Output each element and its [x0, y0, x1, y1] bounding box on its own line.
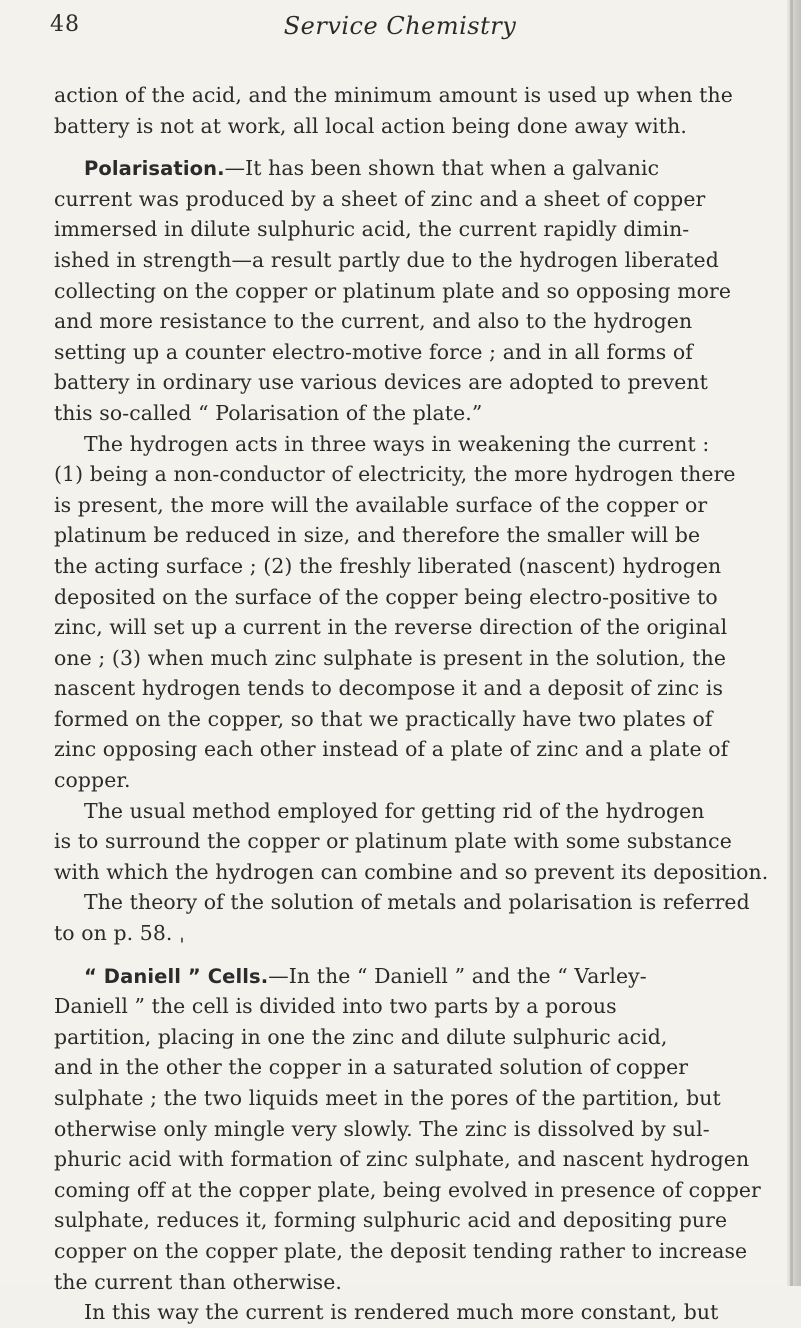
- text-line: [54, 398, 754, 429]
- text-line: [54, 1175, 761, 1206]
- line-text: with which the hydrogen can combine and so prevent its deposition.: [54, 859, 769, 884]
- text-line: [54, 306, 754, 337]
- line-text: sulphate, reduces it, forming sulphuric acid and depositing pure: [54, 1208, 728, 1233]
- line-text: nascent hydrogen tends to decompose it and a deposit of zinc is: [54, 676, 724, 701]
- text-line: [54, 765, 754, 796]
- text-line: [54, 826, 754, 857]
- line-text: zinc opposing each other instead of a plate of zinc and a plate of: [54, 737, 729, 762]
- line-text: action of the acid, and the minimum amount is used up when the: [54, 83, 733, 107]
- line-text: deposited on the surface of the copper being electro-positive to: [54, 584, 718, 609]
- section-heading: “ Daniell ” Cells.: [84, 964, 269, 988]
- text-line: [54, 459, 754, 490]
- line-text: copper on the copper plate, the deposit tending rather to increase: [54, 1238, 748, 1263]
- line-text: setting up a counter electro-motive force ; and in all forms of: [54, 339, 693, 364]
- text-line: [54, 857, 769, 888]
- line-text: one ; (3) when much zinc sulphate is present in the solution, the: [54, 645, 727, 670]
- line-text: In this way the current is rendered much more constant, but: [84, 1300, 719, 1325]
- line-text: The theory of the solution of metals and polarisation is referred: [84, 890, 750, 915]
- line-text: ished in strength—a result partly due to the hydrogen liberated: [54, 247, 719, 272]
- line-text: and more resistance to the current, and also to the hydrogen: [54, 309, 693, 334]
- running-title: Service Chemistry: [283, 12, 517, 40]
- line-text: Daniell ” the cell is divided into two parts by a porous: [54, 994, 617, 1019]
- line-text: phuric acid with formation of zinc sulphate, and nascent hydrogen: [54, 1147, 750, 1172]
- text-line: [54, 1114, 754, 1145]
- text-line: [54, 704, 754, 735]
- line-text: formed on the copper, so that we practically have two plates of: [54, 706, 713, 731]
- text-line: [54, 796, 754, 827]
- text-line: [54, 429, 754, 460]
- line-text: battery is not at work, all local action being done away with.: [54, 113, 687, 138]
- text-line: [54, 612, 754, 643]
- text-line: [54, 367, 754, 398]
- line-text: immersed in dilute sulphuric acid, the current rapidly dimin-: [54, 217, 690, 242]
- text-line: [54, 918, 754, 949]
- text-line: [54, 643, 754, 674]
- text-line: [54, 1052, 754, 1083]
- text-line: [54, 673, 754, 704]
- text-line: [54, 1083, 754, 1114]
- line-text: otherwise only mingle very slowly. The zinc is dissolved by sul-: [54, 1116, 710, 1141]
- line-text: —In the “ Daniell ” and the “ Varley-: [268, 963, 647, 988]
- text-line: [54, 1267, 754, 1298]
- line-text: battery in ordinary use various devices are adopted to prevent: [54, 370, 708, 395]
- text-line: [54, 1236, 754, 1267]
- section-heading: Polarisation.: [84, 157, 225, 181]
- line-text: —It has been shown that when a galvanic: [224, 156, 660, 181]
- line-text: current was produced by a sheet of zinc and a sheet of copper: [54, 186, 706, 211]
- line-text: (1) being a non-conductor of electricity, the more hydrogen there: [54, 462, 736, 487]
- page-edge-shadow: [790, 0, 793, 1286]
- line-text: and in the other the copper in a saturated solution of copper: [54, 1055, 689, 1080]
- text-line: [54, 245, 754, 276]
- line-text: zinc, will set up a current in the reverse direction of the original: [54, 615, 728, 640]
- line-text: The hydrogen acts in three ways in weakening the current :: [84, 431, 710, 456]
- text-line: [54, 520, 754, 551]
- text-line: [54, 80, 754, 111]
- text-line: [54, 734, 754, 765]
- line-text: The usual method employed for getting rid of the hydrogen: [84, 798, 705, 823]
- text-line: [54, 1297, 754, 1328]
- text-line: [54, 887, 754, 918]
- text-line: [54, 111, 754, 142]
- text-line: [54, 214, 754, 245]
- line-text: the acting surface ; (2) the freshly liberated (nascent) hydrogen: [54, 553, 722, 578]
- text-line: [54, 1022, 754, 1053]
- text-line: [54, 582, 754, 613]
- text-line: [54, 184, 754, 215]
- line-text: sulphate ; the two liquids meet in the pores of the partition, but: [54, 1086, 721, 1110]
- line-text: is present, the more will the available surface of the copper or: [54, 492, 708, 517]
- page-header: [50, 12, 750, 52]
- line-text: platinum be reduced in size, and therefore the smaller will be: [54, 523, 701, 548]
- line-text: copper.: [54, 768, 131, 793]
- text-line: [54, 991, 754, 1022]
- line-text: collecting on the copper or platinum plate and so opposing more: [54, 278, 732, 303]
- text-line: [54, 1144, 754, 1175]
- line-text: is to surround the copper or platinum plate with some substance: [54, 829, 732, 854]
- text-line: [54, 490, 754, 521]
- line-text: coming off at the copper plate, being evolved in presence of copper: [54, 1177, 761, 1202]
- text-line: [54, 276, 754, 307]
- line-text: partition, placing in one the zinc and dilute sulphuric acid,: [54, 1024, 668, 1049]
- line-text: to on p. 58. ˌ: [54, 921, 185, 946]
- section-heading-line: [54, 153, 754, 184]
- text-line: [54, 1205, 754, 1236]
- line-text: this so-called “ Polarisation of the plate.”: [54, 400, 483, 425]
- page-number: 48: [50, 12, 80, 37]
- body-text: [54, 80, 769, 1328]
- line-text: the current than otherwise.: [54, 1269, 342, 1294]
- text-line: [54, 551, 754, 582]
- text-line: [54, 337, 754, 368]
- section-heading-line: [54, 961, 754, 992]
